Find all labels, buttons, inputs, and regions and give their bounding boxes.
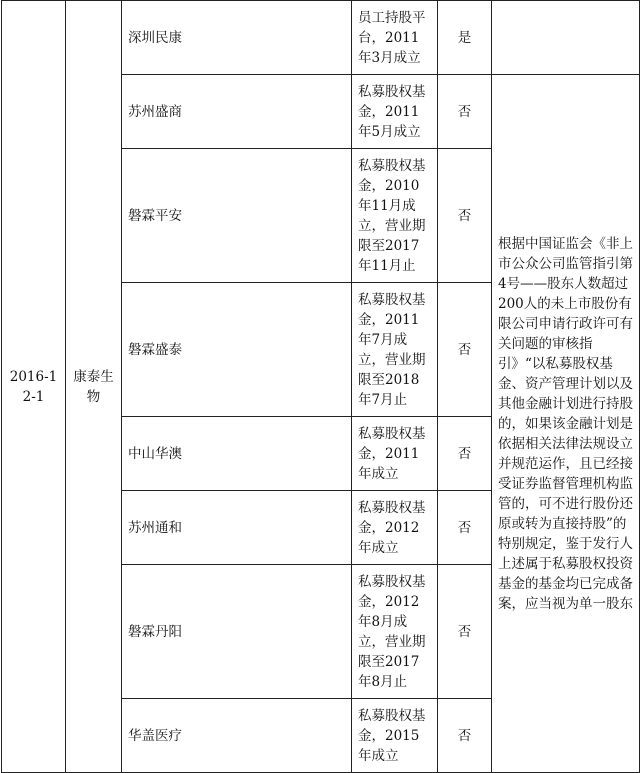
shareholder-flag: 否 bbox=[438, 417, 492, 491]
shareholder-table bbox=[1, 0, 640, 773]
shareholder-name: 苏州通和 bbox=[122, 491, 352, 565]
shareholder-name: 苏州盛商 bbox=[122, 75, 352, 149]
shareholder-desc: 私募股权基金，2012年成立 bbox=[352, 491, 438, 565]
regulation-note: 根据中国证监会《非上市公众公司监管指引第4号——股东人数超过200人的未上市股份有限公司申请行政许可有关问题的审核指引》“以私募股权基金、资产管理计划以及其他金融计划进行持股的，如果该金融计划是依据相关法律法规设立并规范运作，且已经接受证券监督管理机构监管的，可不进行股份还原或转为直接持股”的特别规定，鉴于发行人上述属于私募股权投资基金的基金均已完成备案，应当视为单一股东 bbox=[492, 75, 640, 773]
shareholder-name: 中山华澳 bbox=[122, 417, 352, 491]
company-cell: 康泰生物 bbox=[66, 1, 122, 773]
shareholder-flag: 是 bbox=[438, 1, 492, 75]
shareholder-desc: 私募股权基金，2012年8月成立，营业期限至2017年8月止 bbox=[352, 565, 438, 699]
shareholder-flag: 否 bbox=[438, 491, 492, 565]
shareholder-desc: 私募股权基金，2010年11月成立，营业期限至2017年11月止 bbox=[352, 149, 438, 283]
date-cell: 2016-12-1 bbox=[2, 1, 66, 773]
shareholder-name: 磐霖盛泰 bbox=[122, 283, 352, 417]
shareholder-flag: 否 bbox=[438, 565, 492, 699]
shareholder-desc: 私募股权基金，2015年成立 bbox=[352, 699, 438, 773]
shareholder-desc: 私募股权基金，2011年5月成立 bbox=[352, 75, 438, 149]
shareholder-flag: 否 bbox=[438, 149, 492, 283]
shareholder-name: 华盖医疗 bbox=[122, 699, 352, 773]
shareholder-name: 磐霖平安 bbox=[122, 149, 352, 283]
table-row bbox=[2, 1, 640, 75]
blank-cell bbox=[492, 1, 640, 75]
shareholder-flag: 否 bbox=[438, 699, 492, 773]
shareholder-flag: 否 bbox=[438, 75, 492, 149]
shareholder-name: 磐霖丹阳 bbox=[122, 565, 352, 699]
shareholder-desc: 私募股权基金，2011年7月成立，营业期限至2018年7月止 bbox=[352, 283, 438, 417]
shareholder-desc: 私募股权基金，2011年成立 bbox=[352, 417, 438, 491]
shareholder-flag: 否 bbox=[438, 283, 492, 417]
shareholder-desc: 员工持股平台，2011年3月成立 bbox=[352, 1, 438, 75]
shareholder-name: 深圳民康 bbox=[122, 1, 352, 75]
